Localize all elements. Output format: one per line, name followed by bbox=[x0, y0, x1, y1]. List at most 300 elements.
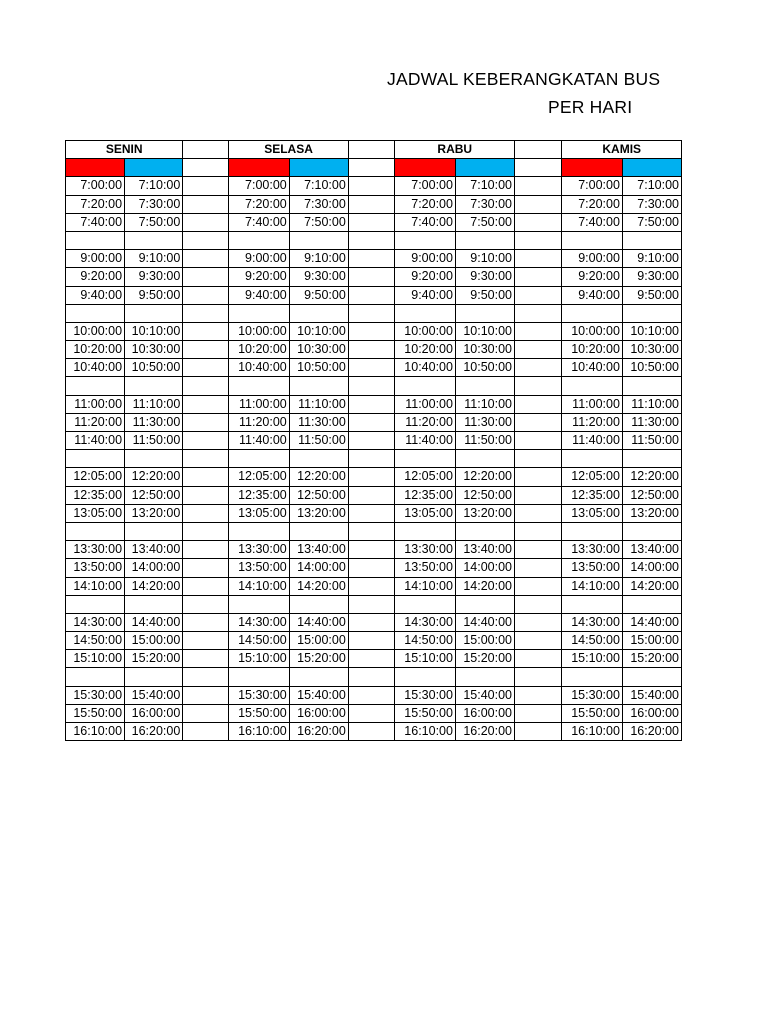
empty-cell[interactable] bbox=[125, 595, 183, 613]
arrive-time-cell[interactable]: 12:50:00 bbox=[289, 486, 348, 504]
depart-time-cell[interactable]: 10:00:00 bbox=[66, 322, 125, 340]
arrive-time-cell[interactable]: 7:10:00 bbox=[455, 177, 514, 195]
depart-time-cell[interactable]: 14:10:00 bbox=[229, 577, 289, 595]
empty-cell[interactable] bbox=[125, 450, 183, 468]
arrive-time-cell[interactable]: 14:40:00 bbox=[289, 613, 348, 631]
depart-time-cell[interactable]: 10:20:00 bbox=[66, 341, 125, 359]
spacer-cell[interactable] bbox=[348, 468, 395, 486]
arrive-time-cell[interactable]: 13:20:00 bbox=[125, 504, 183, 522]
spacer-cell[interactable] bbox=[348, 341, 395, 359]
depart-time-cell[interactable]: 15:10:00 bbox=[562, 650, 622, 668]
spacer-cell[interactable] bbox=[183, 159, 229, 177]
arrive-time-cell[interactable]: 10:30:00 bbox=[125, 341, 183, 359]
depart-time-cell[interactable]: 7:40:00 bbox=[66, 213, 125, 231]
spacer-cell[interactable] bbox=[515, 250, 562, 268]
spacer-cell[interactable] bbox=[515, 213, 562, 231]
depart-time-cell[interactable]: 7:00:00 bbox=[66, 177, 125, 195]
depart-time-cell[interactable]: 9:00:00 bbox=[395, 250, 455, 268]
arrive-color-cell[interactable] bbox=[622, 159, 681, 177]
arrive-time-cell[interactable]: 14:20:00 bbox=[125, 577, 183, 595]
arrive-time-cell[interactable]: 15:00:00 bbox=[622, 632, 681, 650]
empty-cell[interactable] bbox=[562, 304, 622, 322]
depart-time-cell[interactable]: 9:20:00 bbox=[395, 268, 455, 286]
depart-time-cell[interactable]: 11:00:00 bbox=[562, 395, 622, 413]
depart-time-cell[interactable]: 14:50:00 bbox=[395, 632, 455, 650]
depart-color-cell[interactable] bbox=[66, 159, 125, 177]
empty-cell[interactable] bbox=[455, 304, 514, 322]
arrive-time-cell[interactable]: 16:00:00 bbox=[455, 704, 514, 722]
depart-time-cell[interactable]: 9:00:00 bbox=[66, 250, 125, 268]
spacer-cell[interactable] bbox=[515, 541, 562, 559]
arrive-time-cell[interactable]: 15:20:00 bbox=[125, 650, 183, 668]
spacer-cell[interactable] bbox=[348, 577, 395, 595]
spacer-cell[interactable] bbox=[348, 522, 395, 540]
arrive-time-cell[interactable]: 12:50:00 bbox=[455, 486, 514, 504]
depart-time-cell[interactable]: 9:00:00 bbox=[562, 250, 622, 268]
arrive-time-cell[interactable]: 10:30:00 bbox=[455, 341, 514, 359]
spacer-cell[interactable] bbox=[348, 159, 395, 177]
empty-cell[interactable] bbox=[289, 304, 348, 322]
arrive-time-cell[interactable]: 15:40:00 bbox=[622, 686, 681, 704]
spacer-cell[interactable] bbox=[348, 322, 395, 340]
depart-time-cell[interactable]: 9:20:00 bbox=[562, 268, 622, 286]
depart-time-cell[interactable]: 10:20:00 bbox=[229, 341, 289, 359]
arrive-time-cell[interactable]: 7:10:00 bbox=[125, 177, 183, 195]
arrive-time-cell[interactable]: 14:40:00 bbox=[455, 613, 514, 631]
arrive-time-cell[interactable]: 7:10:00 bbox=[289, 177, 348, 195]
depart-time-cell[interactable]: 15:30:00 bbox=[562, 686, 622, 704]
spacer-cell[interactable] bbox=[348, 432, 395, 450]
depart-time-cell[interactable]: 7:00:00 bbox=[395, 177, 455, 195]
depart-time-cell[interactable]: 10:20:00 bbox=[562, 341, 622, 359]
depart-time-cell[interactable]: 10:00:00 bbox=[395, 322, 455, 340]
empty-cell[interactable] bbox=[622, 377, 681, 395]
depart-time-cell[interactable]: 10:40:00 bbox=[229, 359, 289, 377]
depart-time-cell[interactable]: 13:05:00 bbox=[395, 504, 455, 522]
spacer-cell[interactable] bbox=[348, 650, 395, 668]
empty-cell[interactable] bbox=[289, 522, 348, 540]
empty-cell[interactable] bbox=[125, 377, 183, 395]
spacer-cell[interactable] bbox=[183, 650, 229, 668]
spacer-cell[interactable] bbox=[348, 559, 395, 577]
arrive-time-cell[interactable]: 12:20:00 bbox=[125, 468, 183, 486]
arrive-time-cell[interactable]: 10:50:00 bbox=[125, 359, 183, 377]
arrive-time-cell[interactable]: 9:50:00 bbox=[455, 286, 514, 304]
depart-time-cell[interactable]: 14:50:00 bbox=[229, 632, 289, 650]
spacer-cell[interactable] bbox=[515, 723, 562, 741]
depart-time-cell[interactable]: 7:40:00 bbox=[395, 213, 455, 231]
arrive-time-cell[interactable]: 7:30:00 bbox=[289, 195, 348, 213]
empty-cell[interactable] bbox=[562, 450, 622, 468]
empty-cell[interactable] bbox=[395, 595, 455, 613]
spacer-cell[interactable] bbox=[183, 522, 229, 540]
arrive-time-cell[interactable]: 9:50:00 bbox=[125, 286, 183, 304]
depart-time-cell[interactable]: 13:50:00 bbox=[229, 559, 289, 577]
spacer-cell[interactable] bbox=[515, 159, 562, 177]
spacer-cell[interactable] bbox=[183, 213, 229, 231]
empty-cell[interactable] bbox=[622, 668, 681, 686]
spacer-cell[interactable] bbox=[348, 504, 395, 522]
spacer-cell[interactable] bbox=[515, 613, 562, 631]
depart-time-cell[interactable]: 9:40:00 bbox=[229, 286, 289, 304]
arrive-time-cell[interactable]: 14:00:00 bbox=[455, 559, 514, 577]
arrive-time-cell[interactable]: 7:30:00 bbox=[455, 195, 514, 213]
arrive-time-cell[interactable]: 12:50:00 bbox=[622, 486, 681, 504]
empty-cell[interactable] bbox=[289, 450, 348, 468]
arrive-time-cell[interactable]: 9:10:00 bbox=[455, 250, 514, 268]
empty-cell[interactable] bbox=[455, 522, 514, 540]
spacer-cell[interactable] bbox=[515, 341, 562, 359]
empty-cell[interactable] bbox=[229, 377, 289, 395]
spacer-cell[interactable] bbox=[348, 413, 395, 431]
spacer-cell[interactable] bbox=[348, 595, 395, 613]
arrive-time-cell[interactable]: 15:00:00 bbox=[289, 632, 348, 650]
arrive-time-cell[interactable]: 14:40:00 bbox=[125, 613, 183, 631]
spacer-cell[interactable] bbox=[348, 286, 395, 304]
arrive-time-cell[interactable]: 11:30:00 bbox=[455, 413, 514, 431]
arrive-time-cell[interactable]: 11:50:00 bbox=[125, 432, 183, 450]
arrive-time-cell[interactable]: 14:20:00 bbox=[455, 577, 514, 595]
spacer-cell[interactable] bbox=[183, 632, 229, 650]
depart-time-cell[interactable]: 15:10:00 bbox=[395, 650, 455, 668]
spacer-cell[interactable] bbox=[183, 341, 229, 359]
empty-cell[interactable] bbox=[289, 231, 348, 249]
spacer-cell[interactable] bbox=[515, 141, 562, 159]
depart-time-cell[interactable]: 14:30:00 bbox=[229, 613, 289, 631]
depart-time-cell[interactable]: 12:05:00 bbox=[395, 468, 455, 486]
spacer-cell[interactable] bbox=[348, 541, 395, 559]
depart-time-cell[interactable]: 15:50:00 bbox=[66, 704, 125, 722]
arrive-time-cell[interactable]: 16:20:00 bbox=[455, 723, 514, 741]
arrive-time-cell[interactable]: 7:50:00 bbox=[289, 213, 348, 231]
arrive-time-cell[interactable]: 10:30:00 bbox=[622, 341, 681, 359]
depart-color-cell[interactable] bbox=[562, 159, 622, 177]
spacer-cell[interactable] bbox=[183, 322, 229, 340]
empty-cell[interactable] bbox=[229, 450, 289, 468]
spacer-cell[interactable] bbox=[348, 231, 395, 249]
empty-cell[interactable] bbox=[66, 450, 125, 468]
spacer-cell[interactable] bbox=[515, 268, 562, 286]
depart-time-cell[interactable]: 14:30:00 bbox=[66, 613, 125, 631]
depart-time-cell[interactable]: 14:30:00 bbox=[395, 613, 455, 631]
arrive-time-cell[interactable]: 13:40:00 bbox=[125, 541, 183, 559]
arrive-time-cell[interactable]: 12:50:00 bbox=[125, 486, 183, 504]
depart-time-cell[interactable]: 10:00:00 bbox=[229, 322, 289, 340]
arrive-time-cell[interactable]: 11:10:00 bbox=[622, 395, 681, 413]
spacer-cell[interactable] bbox=[348, 250, 395, 268]
depart-time-cell[interactable]: 12:35:00 bbox=[229, 486, 289, 504]
arrive-time-cell[interactable]: 7:10:00 bbox=[622, 177, 681, 195]
spacer-cell[interactable] bbox=[348, 395, 395, 413]
spacer-cell[interactable] bbox=[515, 231, 562, 249]
depart-time-cell[interactable]: 12:05:00 bbox=[229, 468, 289, 486]
spacer-cell[interactable] bbox=[515, 468, 562, 486]
spacer-cell[interactable] bbox=[348, 304, 395, 322]
spacer-cell[interactable] bbox=[348, 686, 395, 704]
arrive-color-cell[interactable] bbox=[289, 159, 348, 177]
spacer-cell[interactable] bbox=[515, 522, 562, 540]
arrive-time-cell[interactable]: 9:10:00 bbox=[622, 250, 681, 268]
arrive-time-cell[interactable]: 10:10:00 bbox=[455, 322, 514, 340]
spacer-cell[interactable] bbox=[515, 177, 562, 195]
spacer-cell[interactable] bbox=[183, 250, 229, 268]
spacer-cell[interactable] bbox=[348, 450, 395, 468]
empty-cell[interactable] bbox=[622, 522, 681, 540]
spacer-cell[interactable] bbox=[515, 432, 562, 450]
empty-cell[interactable] bbox=[229, 595, 289, 613]
arrive-time-cell[interactable]: 14:00:00 bbox=[125, 559, 183, 577]
arrive-time-cell[interactable]: 9:10:00 bbox=[289, 250, 348, 268]
depart-time-cell[interactable]: 15:50:00 bbox=[562, 704, 622, 722]
depart-time-cell[interactable]: 10:20:00 bbox=[395, 341, 455, 359]
depart-time-cell[interactable]: 13:05:00 bbox=[66, 504, 125, 522]
spacer-cell[interactable] bbox=[348, 723, 395, 741]
spacer-cell[interactable] bbox=[183, 504, 229, 522]
arrive-time-cell[interactable]: 7:30:00 bbox=[125, 195, 183, 213]
spacer-cell[interactable] bbox=[515, 395, 562, 413]
arrive-time-cell[interactable]: 14:00:00 bbox=[289, 559, 348, 577]
arrive-time-cell[interactable]: 7:50:00 bbox=[125, 213, 183, 231]
depart-time-cell[interactable]: 10:40:00 bbox=[66, 359, 125, 377]
spacer-cell[interactable] bbox=[515, 413, 562, 431]
arrive-time-cell[interactable]: 14:00:00 bbox=[622, 559, 681, 577]
depart-time-cell[interactable]: 11:20:00 bbox=[395, 413, 455, 431]
depart-time-cell[interactable]: 16:10:00 bbox=[66, 723, 125, 741]
empty-cell[interactable] bbox=[455, 231, 514, 249]
arrive-time-cell[interactable]: 15:40:00 bbox=[125, 686, 183, 704]
arrive-time-cell[interactable]: 10:10:00 bbox=[125, 322, 183, 340]
empty-cell[interactable] bbox=[66, 231, 125, 249]
depart-time-cell[interactable]: 15:50:00 bbox=[395, 704, 455, 722]
empty-cell[interactable] bbox=[622, 450, 681, 468]
depart-time-cell[interactable]: 9:20:00 bbox=[66, 268, 125, 286]
arrive-time-cell[interactable]: 7:50:00 bbox=[622, 213, 681, 231]
spacer-cell[interactable] bbox=[515, 322, 562, 340]
spacer-cell[interactable] bbox=[183, 413, 229, 431]
spacer-cell[interactable] bbox=[348, 177, 395, 195]
empty-cell[interactable] bbox=[289, 668, 348, 686]
arrive-color-cell[interactable] bbox=[455, 159, 514, 177]
depart-time-cell[interactable]: 12:35:00 bbox=[562, 486, 622, 504]
arrive-time-cell[interactable]: 10:10:00 bbox=[289, 322, 348, 340]
arrive-time-cell[interactable]: 10:10:00 bbox=[622, 322, 681, 340]
depart-time-cell[interactable]: 14:10:00 bbox=[395, 577, 455, 595]
spacer-cell[interactable] bbox=[183, 468, 229, 486]
arrive-time-cell[interactable]: 11:50:00 bbox=[455, 432, 514, 450]
arrive-time-cell[interactable]: 12:20:00 bbox=[622, 468, 681, 486]
depart-time-cell[interactable]: 10:40:00 bbox=[562, 359, 622, 377]
depart-time-cell[interactable]: 13:30:00 bbox=[562, 541, 622, 559]
empty-cell[interactable] bbox=[125, 668, 183, 686]
spacer-cell[interactable] bbox=[515, 595, 562, 613]
spacer-cell[interactable] bbox=[348, 141, 395, 159]
depart-time-cell[interactable]: 11:40:00 bbox=[66, 432, 125, 450]
spacer-cell[interactable] bbox=[183, 231, 229, 249]
spacer-cell[interactable] bbox=[348, 359, 395, 377]
depart-time-cell[interactable]: 11:00:00 bbox=[229, 395, 289, 413]
empty-cell[interactable] bbox=[562, 595, 622, 613]
spacer-cell[interactable] bbox=[183, 177, 229, 195]
arrive-time-cell[interactable]: 15:20:00 bbox=[455, 650, 514, 668]
arrive-time-cell[interactable]: 15:40:00 bbox=[455, 686, 514, 704]
day-header-senin[interactable]: SENIN bbox=[66, 141, 183, 159]
arrive-time-cell[interactable]: 13:40:00 bbox=[289, 541, 348, 559]
spacer-cell[interactable] bbox=[515, 359, 562, 377]
depart-time-cell[interactable]: 11:00:00 bbox=[66, 395, 125, 413]
spacer-cell[interactable] bbox=[515, 486, 562, 504]
empty-cell[interactable] bbox=[229, 522, 289, 540]
spacer-cell[interactable] bbox=[183, 668, 229, 686]
depart-time-cell[interactable]: 11:00:00 bbox=[395, 395, 455, 413]
arrive-time-cell[interactable]: 9:50:00 bbox=[289, 286, 348, 304]
day-header-selasa[interactable]: SELASA bbox=[229, 141, 349, 159]
depart-time-cell[interactable]: 14:50:00 bbox=[66, 632, 125, 650]
arrive-time-cell[interactable]: 13:40:00 bbox=[455, 541, 514, 559]
depart-time-cell[interactable]: 7:20:00 bbox=[66, 195, 125, 213]
spacer-cell[interactable] bbox=[348, 268, 395, 286]
depart-time-cell[interactable]: 15:50:00 bbox=[229, 704, 289, 722]
arrive-time-cell[interactable]: 13:20:00 bbox=[455, 504, 514, 522]
empty-cell[interactable] bbox=[562, 522, 622, 540]
depart-time-cell[interactable]: 7:00:00 bbox=[562, 177, 622, 195]
depart-time-cell[interactable]: 15:30:00 bbox=[395, 686, 455, 704]
arrive-time-cell[interactable]: 16:00:00 bbox=[289, 704, 348, 722]
empty-cell[interactable] bbox=[395, 450, 455, 468]
depart-time-cell[interactable]: 14:50:00 bbox=[562, 632, 622, 650]
depart-time-cell[interactable]: 15:30:00 bbox=[66, 686, 125, 704]
arrive-time-cell[interactable]: 15:40:00 bbox=[289, 686, 348, 704]
depart-time-cell[interactable]: 12:05:00 bbox=[562, 468, 622, 486]
arrive-time-cell[interactable]: 15:20:00 bbox=[622, 650, 681, 668]
arrive-time-cell[interactable]: 16:00:00 bbox=[125, 704, 183, 722]
empty-cell[interactable] bbox=[125, 522, 183, 540]
spacer-cell[interactable] bbox=[183, 195, 229, 213]
arrive-time-cell[interactable]: 15:00:00 bbox=[125, 632, 183, 650]
depart-time-cell[interactable]: 10:40:00 bbox=[395, 359, 455, 377]
empty-cell[interactable] bbox=[66, 304, 125, 322]
empty-cell[interactable] bbox=[395, 522, 455, 540]
depart-time-cell[interactable]: 9:40:00 bbox=[562, 286, 622, 304]
spacer-cell[interactable] bbox=[515, 704, 562, 722]
empty-cell[interactable] bbox=[622, 231, 681, 249]
spacer-cell[interactable] bbox=[183, 304, 229, 322]
empty-cell[interactable] bbox=[289, 377, 348, 395]
spacer-cell[interactable] bbox=[348, 486, 395, 504]
spacer-cell[interactable] bbox=[515, 304, 562, 322]
arrive-time-cell[interactable]: 9:30:00 bbox=[125, 268, 183, 286]
arrive-time-cell[interactable]: 11:10:00 bbox=[125, 395, 183, 413]
depart-time-cell[interactable]: 16:10:00 bbox=[229, 723, 289, 741]
arrive-time-cell[interactable]: 9:10:00 bbox=[125, 250, 183, 268]
depart-time-cell[interactable]: 7:20:00 bbox=[395, 195, 455, 213]
arrive-time-cell[interactable]: 9:50:00 bbox=[622, 286, 681, 304]
depart-time-cell[interactable]: 16:10:00 bbox=[562, 723, 622, 741]
arrive-time-cell[interactable]: 10:50:00 bbox=[455, 359, 514, 377]
spacer-cell[interactable] bbox=[183, 359, 229, 377]
empty-cell[interactable] bbox=[229, 668, 289, 686]
empty-cell[interactable] bbox=[395, 668, 455, 686]
spacer-cell[interactable] bbox=[183, 141, 229, 159]
empty-cell[interactable] bbox=[289, 595, 348, 613]
depart-time-cell[interactable]: 9:40:00 bbox=[395, 286, 455, 304]
depart-time-cell[interactable]: 11:40:00 bbox=[229, 432, 289, 450]
depart-time-cell[interactable]: 11:40:00 bbox=[562, 432, 622, 450]
empty-cell[interactable] bbox=[562, 668, 622, 686]
spacer-cell[interactable] bbox=[183, 486, 229, 504]
spacer-cell[interactable] bbox=[348, 195, 395, 213]
arrive-time-cell[interactable]: 16:20:00 bbox=[125, 723, 183, 741]
depart-time-cell[interactable]: 11:20:00 bbox=[229, 413, 289, 431]
depart-time-cell[interactable]: 9:00:00 bbox=[229, 250, 289, 268]
arrive-time-cell[interactable]: 10:30:00 bbox=[289, 341, 348, 359]
depart-time-cell[interactable]: 13:50:00 bbox=[562, 559, 622, 577]
empty-cell[interactable] bbox=[562, 377, 622, 395]
empty-cell[interactable] bbox=[395, 304, 455, 322]
depart-time-cell[interactable]: 7:00:00 bbox=[229, 177, 289, 195]
arrive-time-cell[interactable]: 16:20:00 bbox=[289, 723, 348, 741]
depart-time-cell[interactable]: 13:50:00 bbox=[395, 559, 455, 577]
depart-time-cell[interactable]: 12:05:00 bbox=[66, 468, 125, 486]
arrive-color-cell[interactable] bbox=[125, 159, 183, 177]
spacer-cell[interactable] bbox=[183, 377, 229, 395]
spacer-cell[interactable] bbox=[348, 377, 395, 395]
spacer-cell[interactable] bbox=[183, 450, 229, 468]
depart-time-cell[interactable]: 15:10:00 bbox=[66, 650, 125, 668]
empty-cell[interactable] bbox=[622, 304, 681, 322]
arrive-time-cell[interactable]: 14:20:00 bbox=[289, 577, 348, 595]
depart-time-cell[interactable]: 14:30:00 bbox=[562, 613, 622, 631]
depart-time-cell[interactable]: 9:40:00 bbox=[66, 286, 125, 304]
spacer-cell[interactable] bbox=[515, 632, 562, 650]
spacer-cell[interactable] bbox=[183, 286, 229, 304]
empty-cell[interactable] bbox=[455, 595, 514, 613]
arrive-time-cell[interactable]: 12:20:00 bbox=[289, 468, 348, 486]
depart-time-cell[interactable]: 7:40:00 bbox=[229, 213, 289, 231]
arrive-time-cell[interactable]: 11:30:00 bbox=[125, 413, 183, 431]
depart-time-cell[interactable]: 7:40:00 bbox=[562, 213, 622, 231]
spacer-cell[interactable] bbox=[515, 195, 562, 213]
spacer-cell[interactable] bbox=[183, 723, 229, 741]
arrive-time-cell[interactable]: 11:30:00 bbox=[289, 413, 348, 431]
arrive-time-cell[interactable]: 15:00:00 bbox=[455, 632, 514, 650]
spacer-cell[interactable] bbox=[515, 668, 562, 686]
day-header-rabu[interactable]: RABU bbox=[395, 141, 515, 159]
depart-time-cell[interactable]: 13:30:00 bbox=[395, 541, 455, 559]
spacer-cell[interactable] bbox=[183, 395, 229, 413]
arrive-time-cell[interactable]: 9:30:00 bbox=[622, 268, 681, 286]
spacer-cell[interactable] bbox=[183, 686, 229, 704]
empty-cell[interactable] bbox=[66, 668, 125, 686]
depart-time-cell[interactable]: 15:30:00 bbox=[229, 686, 289, 704]
arrive-time-cell[interactable]: 14:40:00 bbox=[622, 613, 681, 631]
arrive-time-cell[interactable]: 16:00:00 bbox=[622, 704, 681, 722]
depart-time-cell[interactable]: 13:50:00 bbox=[66, 559, 125, 577]
empty-cell[interactable] bbox=[229, 304, 289, 322]
spacer-cell[interactable] bbox=[515, 286, 562, 304]
arrive-time-cell[interactable]: 13:20:00 bbox=[622, 504, 681, 522]
depart-time-cell[interactable]: 7:20:00 bbox=[562, 195, 622, 213]
depart-time-cell[interactable]: 13:05:00 bbox=[229, 504, 289, 522]
spacer-cell[interactable] bbox=[183, 577, 229, 595]
depart-time-cell[interactable]: 7:20:00 bbox=[229, 195, 289, 213]
depart-time-cell[interactable]: 14:10:00 bbox=[562, 577, 622, 595]
depart-time-cell[interactable]: 9:20:00 bbox=[229, 268, 289, 286]
arrive-time-cell[interactable]: 11:10:00 bbox=[455, 395, 514, 413]
spacer-cell[interactable] bbox=[348, 213, 395, 231]
arrive-time-cell[interactable]: 9:30:00 bbox=[455, 268, 514, 286]
spacer-cell[interactable] bbox=[183, 541, 229, 559]
empty-cell[interactable] bbox=[66, 595, 125, 613]
